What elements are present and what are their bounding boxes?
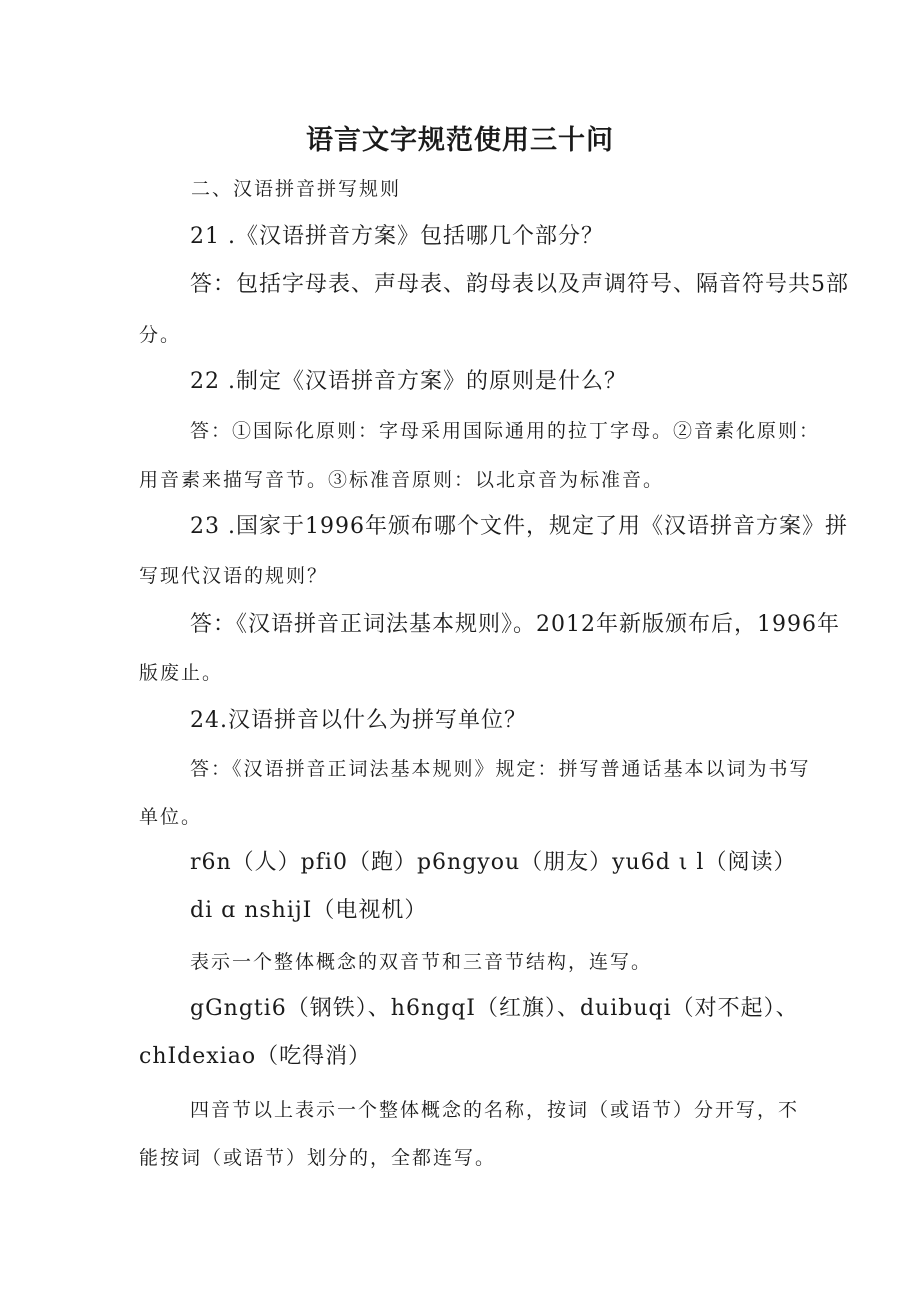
question-24: 24.汉语拼音以什么为拼写单位？ <box>190 708 527 733</box>
answer-24-line-2: 单位。 <box>139 806 203 828</box>
answer-24-line-1: 答：《汉语拼音正词法基本规则》规定：拼写普通话基本以词为书写 <box>190 758 811 780</box>
answer-22-line-1: 答：①国际化原则：字母采用国际通用的拉丁字母。②音素化原则： <box>190 420 821 442</box>
pinyin-example-3: gGngti6（钢铁）、h6ngqΙ（红旗）、duibuqi（对不起）、 <box>190 996 799 1021</box>
answer-23-line-2: 版废止。 <box>139 662 224 684</box>
rule-disyllabic: 表示一个整体概念的双音节和三音节结构，连写。 <box>190 951 653 973</box>
answer-23-line-1: 答：《汉语拼音正词法基本规则》。2012年新版颁布后，1996年 <box>190 612 840 637</box>
rule-four-syllables-line-2: 能按词（或语节）划分的，全都连写。 <box>139 1147 497 1169</box>
answer-22-line-2: 用音素来描写音节。③标准音原则：以北京音为标准音。 <box>139 469 665 491</box>
answer-21-line-2: 分。 <box>139 324 182 346</box>
pinyin-example-1: r6n（人）pfi0（跑）p6ngyou（朋友）yu6d ι l（阅读） <box>190 850 797 875</box>
pinyin-example-2: di ɑ nshijI（电视机） <box>190 898 428 923</box>
question-23-line-2: 写现代汉语的规则？ <box>139 565 329 587</box>
section-heading: 二、汉语拼音拼写规则 <box>191 178 402 200</box>
answer-21-line-1: 答：包括字母表、声母表、韵母表以及声调符号、隔音符号共5部 <box>190 272 849 297</box>
question-22: 22 .制定《汉语拼音方案》的原则是什么？ <box>190 369 627 394</box>
rule-four-syllables-line-1: 四音节以上表示一个整体概念的名称，按词（或语节）分开写，不 <box>190 1099 800 1121</box>
pinyin-example-4: chIdexiao（吃得消） <box>139 1044 372 1069</box>
question-21: 21 .《汉语拼音方案》包括哪几个部分？ <box>190 224 604 249</box>
question-23-line-1: 23 .国家于1996年颁布哪个文件，规定了用《汉语拼音方案》拼 <box>190 514 848 539</box>
document-title: 语言文字规范使用三十问 <box>306 125 614 156</box>
